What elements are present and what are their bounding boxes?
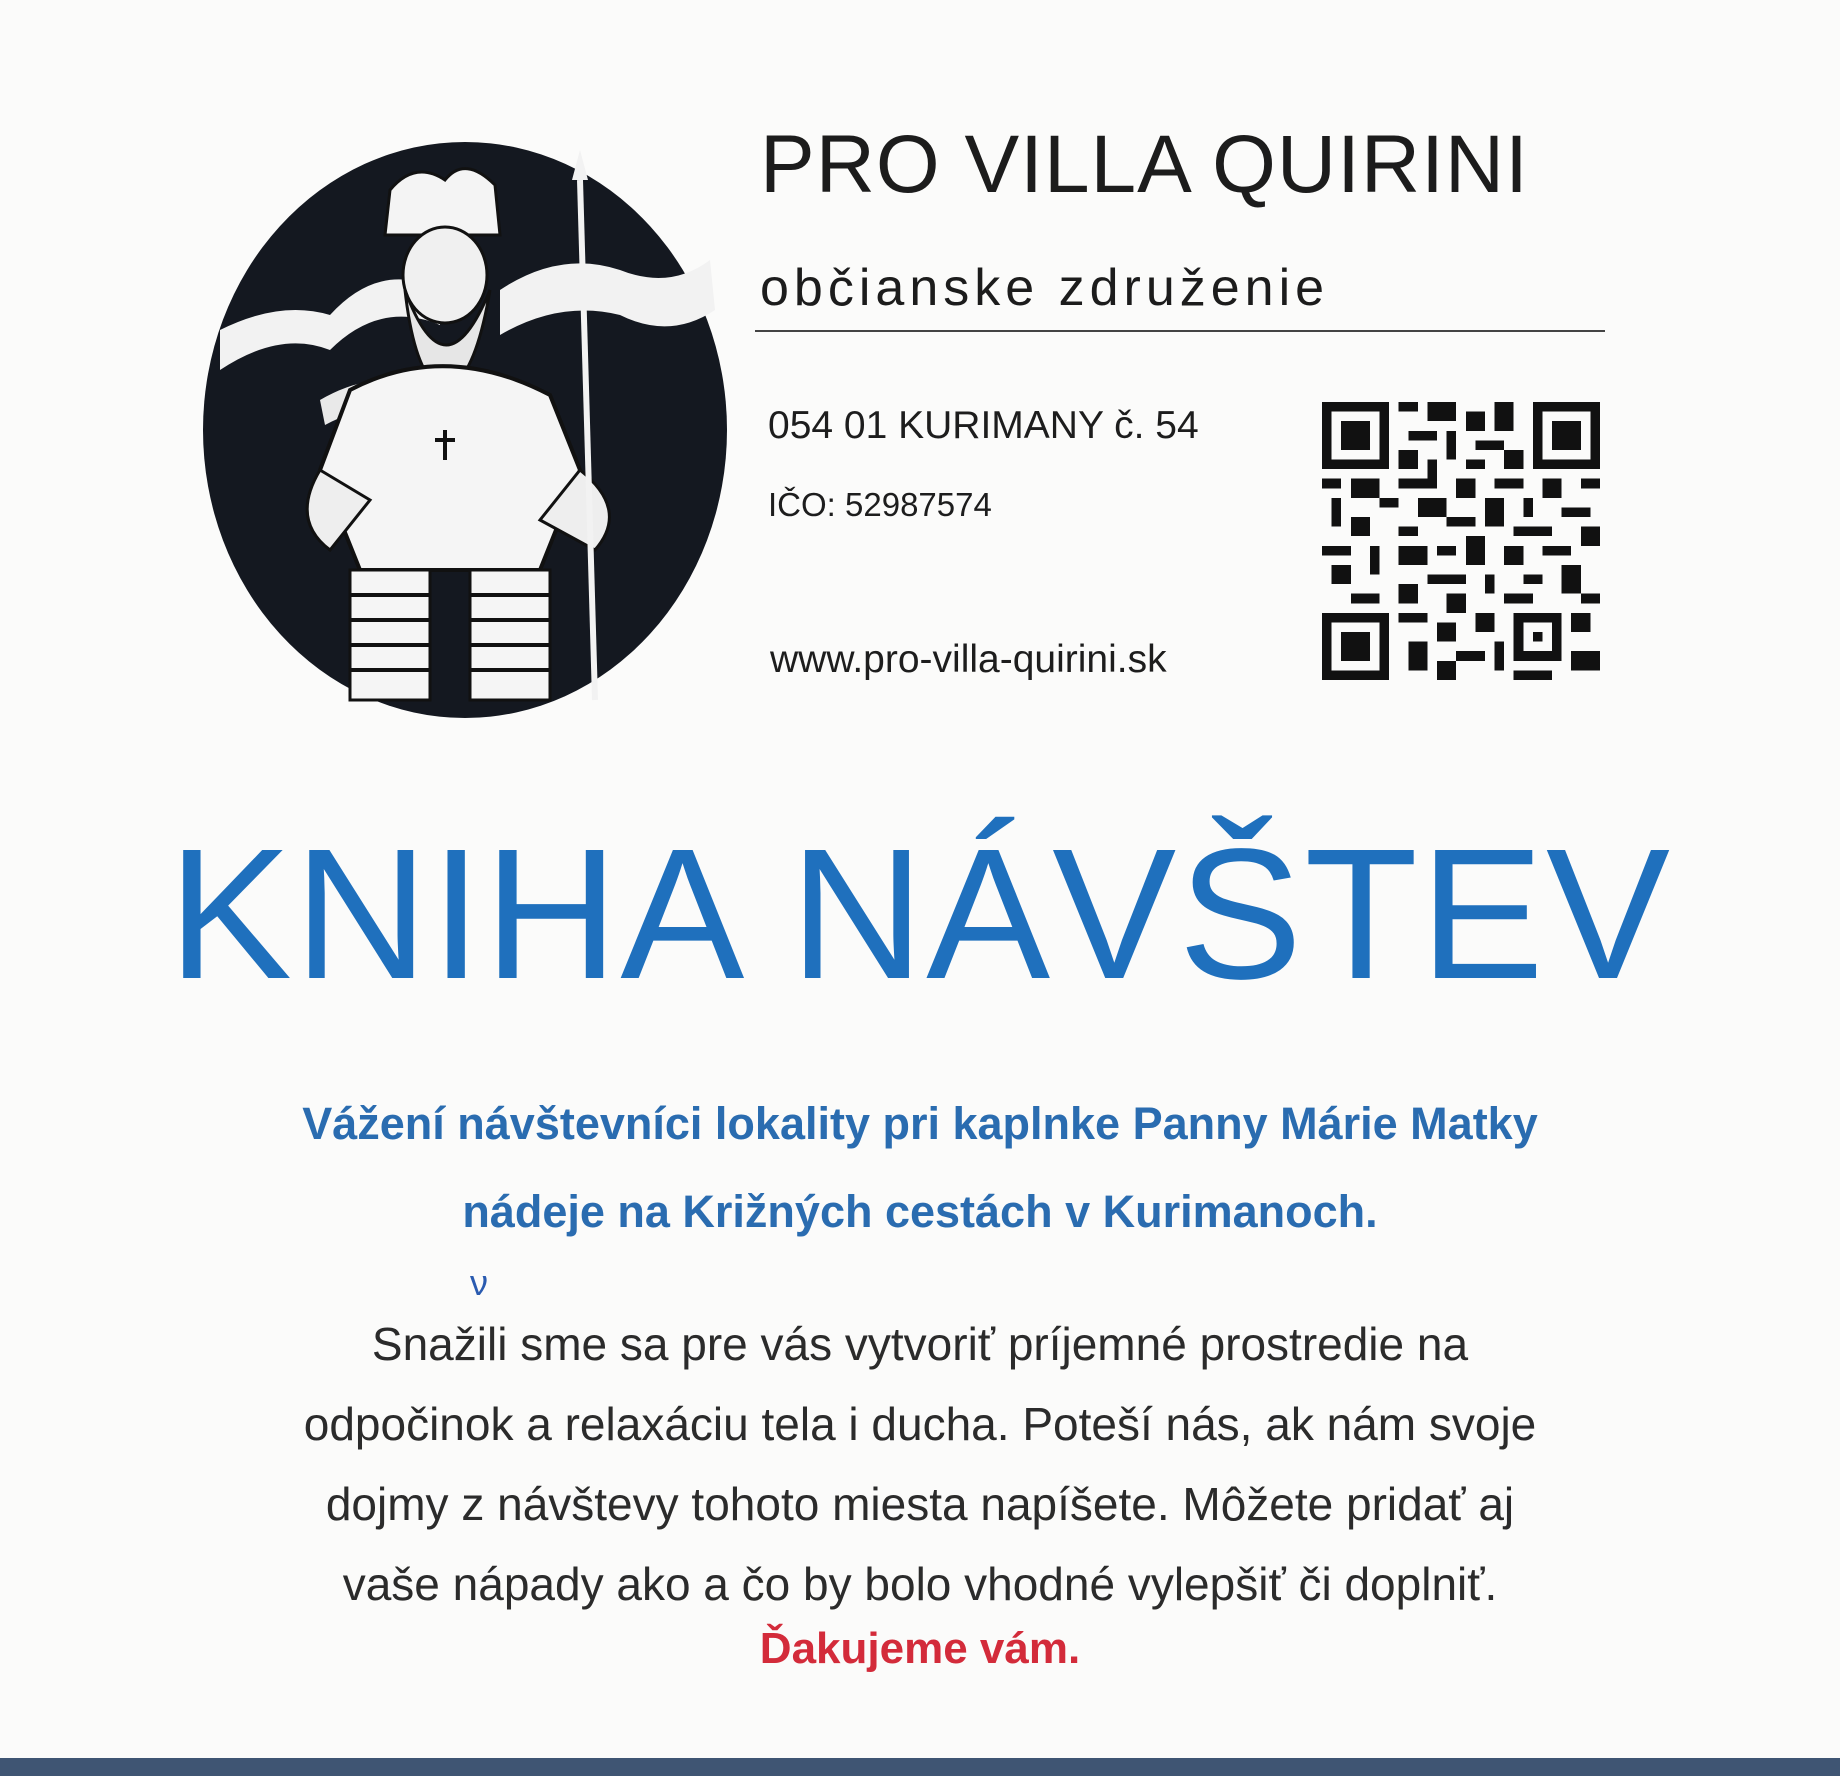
body-line: Snažili sme sa pre vás vytvoriť príjemné prostredie na [371,1318,1469,1370]
greeting-line: nádeje na Križných cestách v Kurimanoch. [462,1186,1378,1237]
page-title: KNIHA NÁVŠTEV [167,811,1673,1018]
handwritten-correction-mark: ν [470,1262,488,1303]
address: 054 01 KURIMANY č. 54 [768,404,1199,447]
greeting-line: Vážení návštevníci lokality pri kaplnke Panny Márie Matky [302,1098,1538,1149]
bottom-band [0,1758,1840,1776]
qr-code-icon[interactable] [1322,402,1600,680]
thanks-text: Ďakujeme vám. [759,1624,1081,1673]
greeting [80,1080,1760,1256]
body-line: odpočinok a relaxáciu tela i ducha. Poteší nás, ak nám svoje [303,1398,1537,1450]
saint-quirinus-emblem-icon [200,140,730,720]
body-line: dojmy z návštevy tohoto miesta napíšete. Môžete pridať aj [325,1478,1515,1530]
website-link[interactable]: www.pro-villa-quirini.sk [770,638,1167,681]
body-line: vaše nápady ako a čo by bolo vhodné vylepšiť či doplniť. [342,1558,1498,1610]
header-divider [755,330,1605,332]
company-id: IČO: 52987574 [768,486,992,523]
org-type: občianske združenie [760,259,1330,317]
body-text [80,1304,1760,1624]
org-name: PRO VILLA QUIRINI [760,119,1529,210]
